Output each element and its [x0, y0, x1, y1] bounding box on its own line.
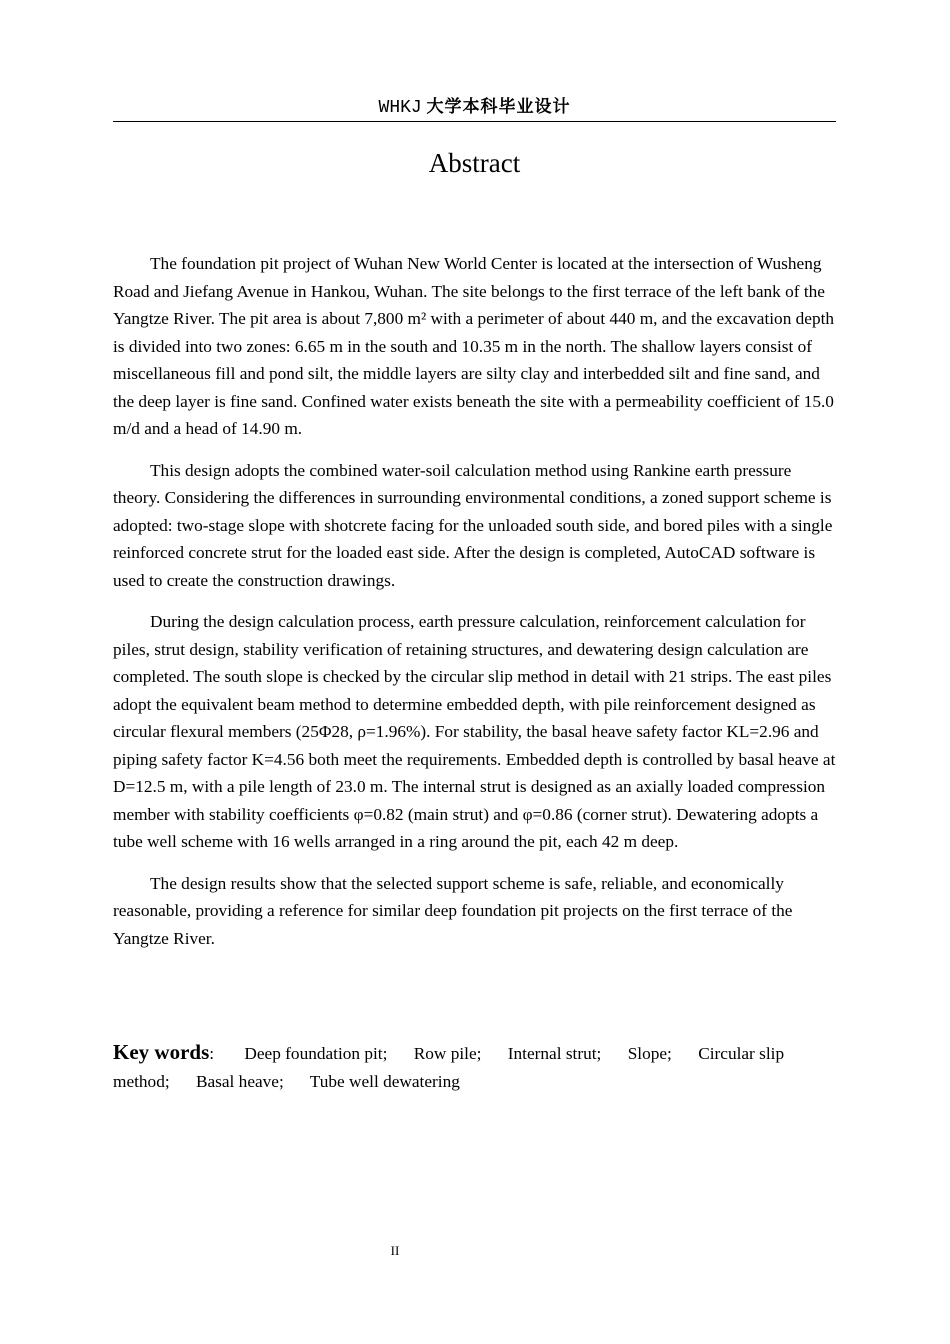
keyword-item: Internal strut;: [507, 1044, 602, 1063]
header-title: 大学本科毕业设计: [426, 97, 571, 117]
header-school-code: WHKJ: [378, 98, 422, 118]
keyword-item: Tube well dewatering: [309, 1072, 460, 1091]
keyword-item: Basal heave;: [195, 1072, 284, 1091]
abstract-body: [113, 250, 838, 966]
keywords-section: [113, 1038, 838, 1096]
keywords-label: Key words: [113, 1040, 210, 1064]
abstract-paragraph-2: This design adopts the combined water-soil calculation method using Rankine earth pressure theory. Considering the differences in surrounding environmental conditions, a zoned support scheme is adopted: two-stage slope with shotcrete facing for the unloaded south side, and bored piles with a single reinforced concrete strut for the loaded east side. After the design is completed, AutoCAD software is used to create the construction drawings.: [113, 460, 833, 590]
page-title: Abstract: [428, 148, 521, 178]
abstract-paragraph-3: During the design calculation process, earth pressure calculation, reinforcement calculation for piles, strut design, stability verification of retaining structures, and dewatering design calculation are completed. The south slope is checked by the circular slip method in detail with 21 strips. The east piles adopt the equivalent beam method to determine embedded depth, with pile reinforcement designed as circular flexural members (25Φ28, ρ=1.96%). For stability, the basal heave safety factor KL=2.96 and piping safety factor K=4.56 both meet the requirements. Embedded depth is controlled by basal heave at D=12.5 m, with a pile length of 23.0 m. The internal strut is designed as an axially loaded compression member with stability coefficients φ=0.82 (main strut) and φ=0.86 (corner strut). Dewatering adopts a tube well scheme with 16 wells arranged in a ring around the pit, each 42 m deep.: [113, 612, 836, 851]
keyword-item: Slope;: [627, 1044, 672, 1063]
keyword-item: Row pile;: [413, 1044, 482, 1063]
keywords-colon: :: [209, 1044, 215, 1063]
keyword-item: Circular slip method;: [113, 1044, 785, 1091]
abstract-paragraph-4: The design results show that the selected support scheme is safe, reliable, and economically reasonable, providing a reference for similar deep foundation pit projects on the first terrace of the Yangtze River.: [113, 873, 793, 948]
page-number: II: [390, 1243, 400, 1258]
keyword-item: Deep foundation pit;: [244, 1044, 388, 1063]
page-header: [113, 95, 836, 122]
abstract-paragraph-1: The foundation pit project of Wuhan New World Center is located at the intersection of Wusheng Road and Jiefang Avenue in Hankou, Wuhan. The site belongs to the first terrace of the left bank of the Yangtze River. The pit area is about 7,800 m² with a perimeter of about 440 m, and the excavation depth is divided into two zones: 6.65 m in the south and 10.35 m in the north. The shallow layers consist of miscellaneous fill and pond silt, the middle layers are silty clay and interbedded silt and fine sand, and the deep layer is fine sand. Confined water exists beneath the site with a permeability coefficient of 15.0 m/d and a head of 14.90 m.: [113, 254, 835, 438]
